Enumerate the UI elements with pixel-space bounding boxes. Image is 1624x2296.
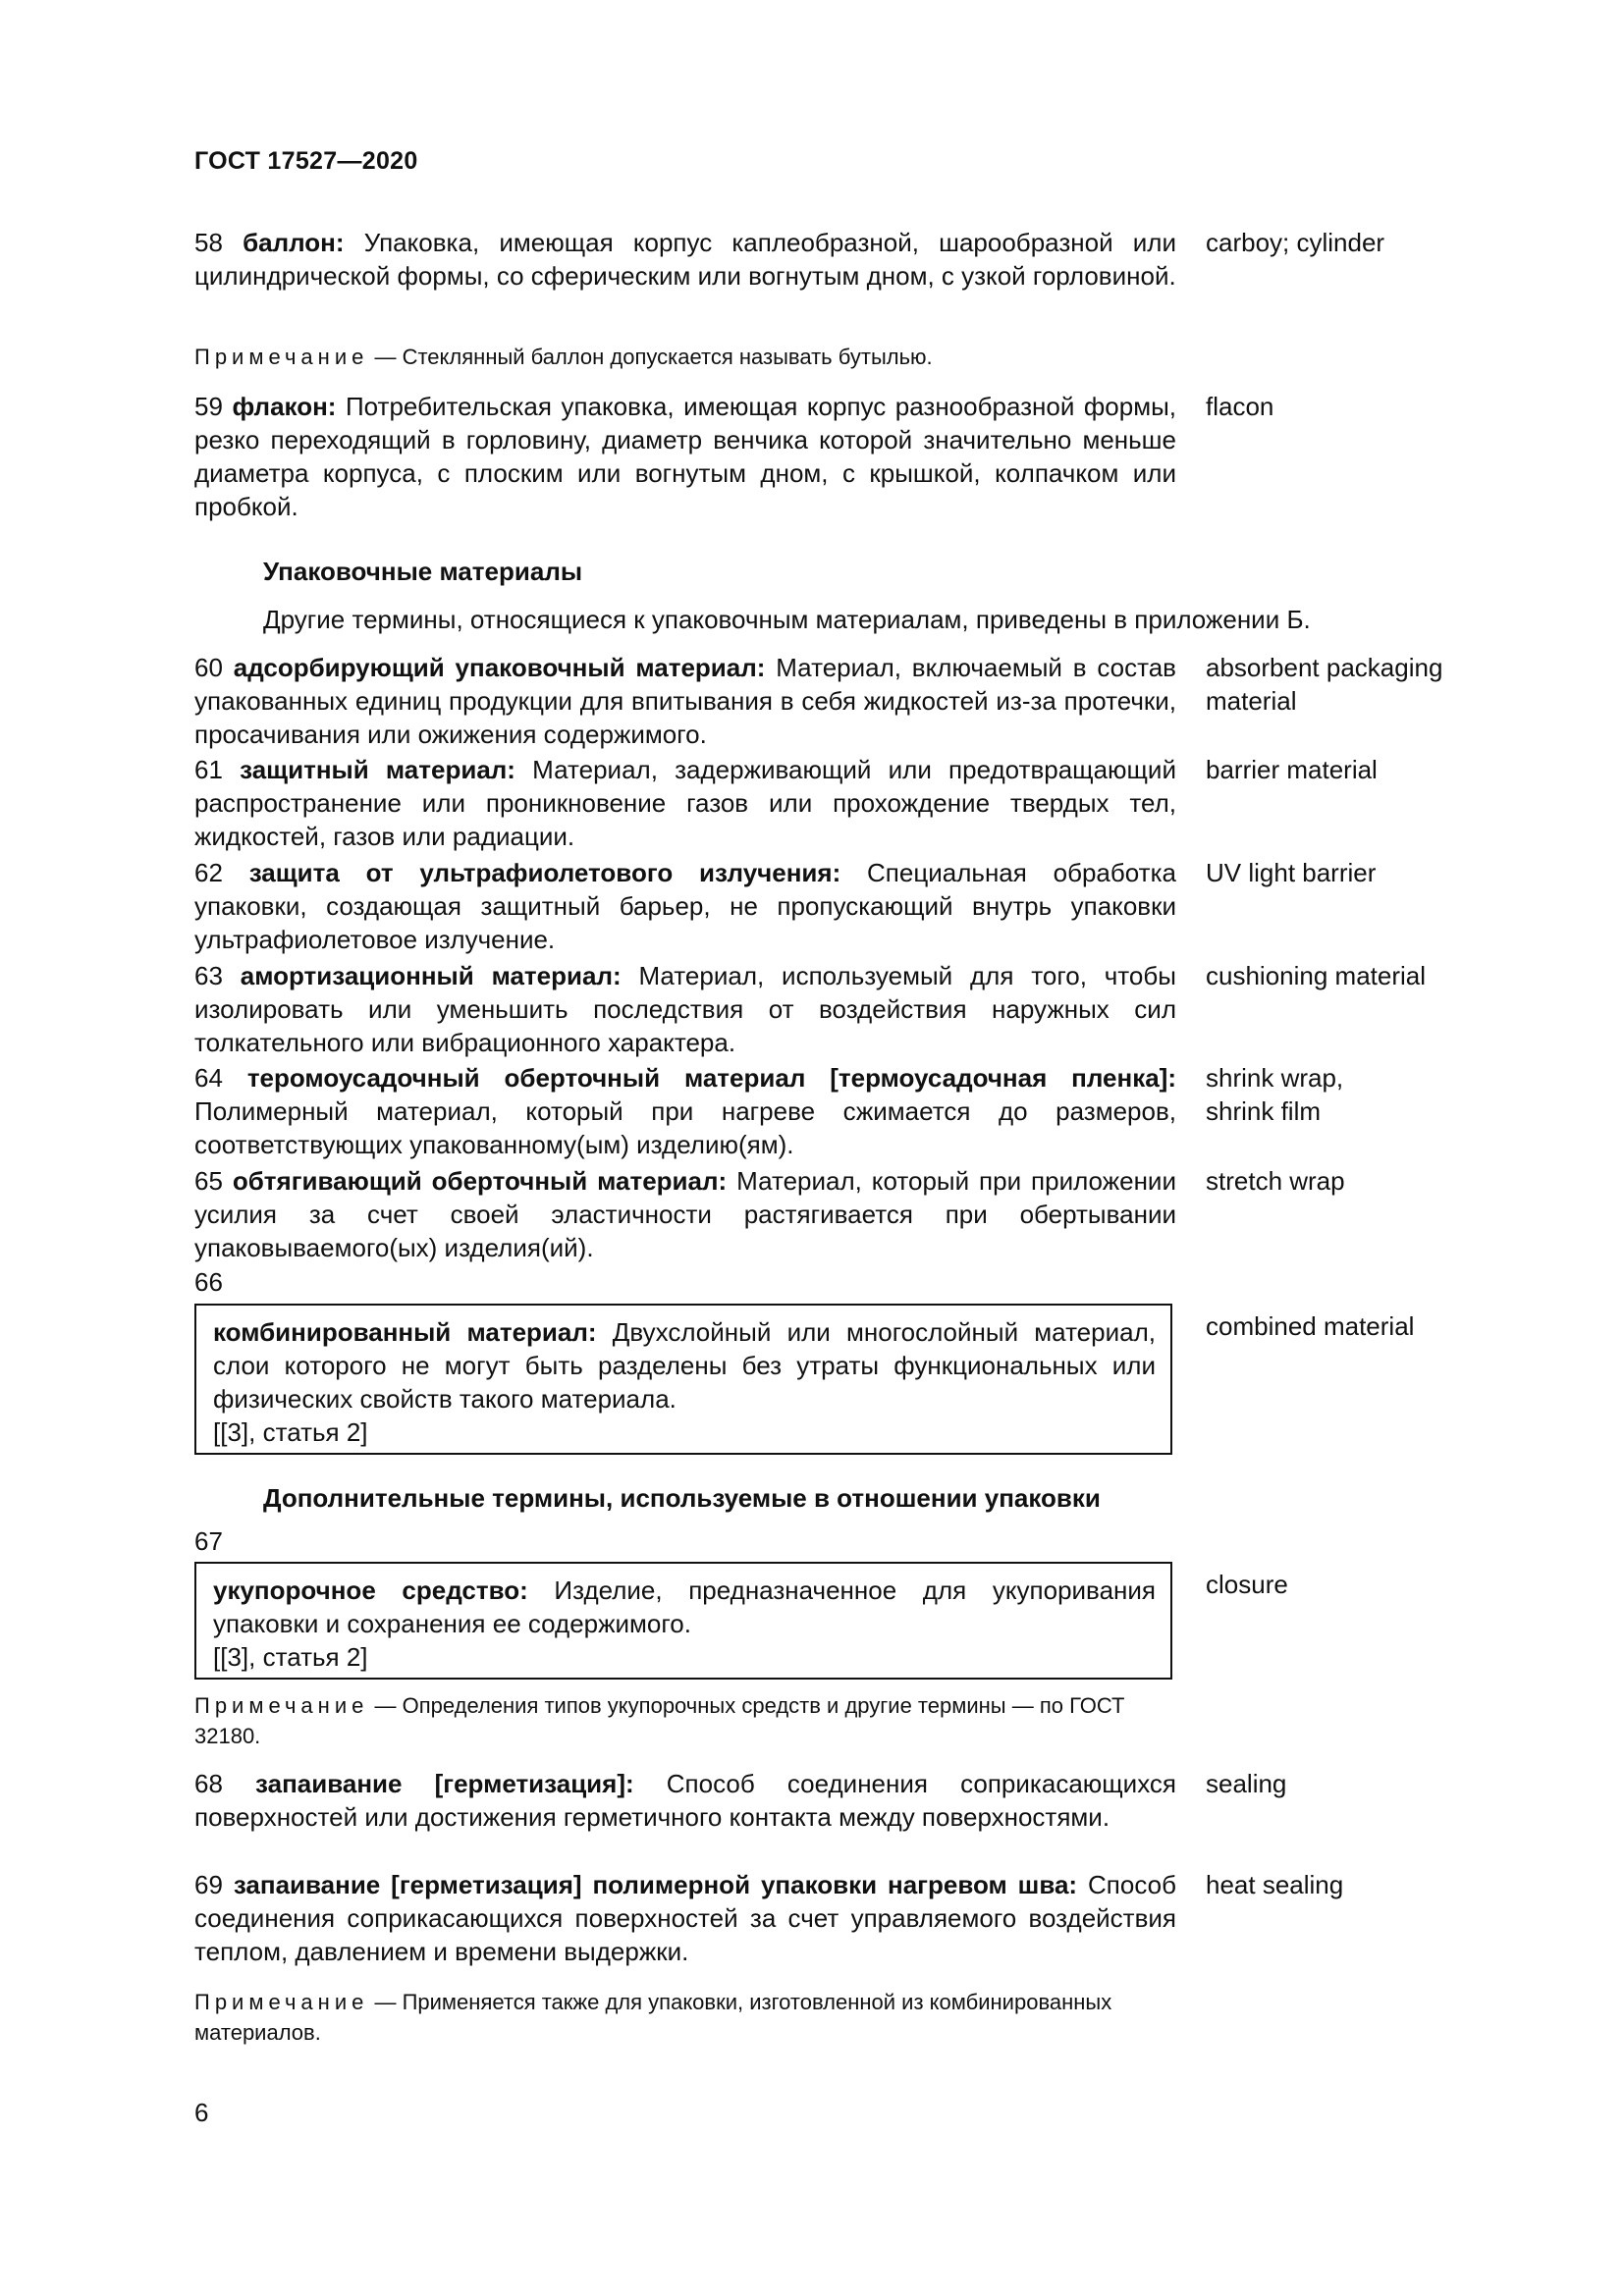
term-name: адсорбирующий упаковочный материал: <box>233 653 766 682</box>
term-number: 69 <box>194 1870 223 1899</box>
term-number: 65 <box>194 1166 223 1196</box>
note-dash: — <box>374 345 397 369</box>
term-number: 61 <box>194 755 223 784</box>
note-dash: — <box>374 1693 397 1718</box>
term-name: укупорочное средство: <box>213 1575 528 1605</box>
term-number: 68 <box>194 1769 223 1798</box>
term-entry-60 <box>194 651 1176 751</box>
term-definition: Материал, задерживающий или предотвращающий распространение или проникновение газов или прохождение твердых тел, жидкостей, газов или радиации. <box>194 755 1176 851</box>
page-number: 6 <box>194 2098 209 2127</box>
term-name: флакон: <box>232 392 337 421</box>
term-entry-59 <box>194 390 1176 523</box>
note-label: Примечание <box>194 1693 369 1718</box>
note-69 <box>194 1987 1176 2048</box>
term-entry-65 <box>194 1164 1176 1264</box>
term-definition: Материал, который при приложении усилия за счет своей эластичности растягивается при обертывании упаковываемого(ых) изделия(ий). <box>194 1166 1176 1262</box>
term-definition: Способ соединения соприкасающихся поверхностей или достижения герметичного контакта между поверхностями. <box>194 1769 1176 1832</box>
term-number: 60 <box>194 653 223 682</box>
term-english-66: combined material <box>1206 1311 1415 1341</box>
section-intro-materials: Другие термины, относящиеся к упаковочным материалам, приведены в приложении Б. <box>263 605 1311 634</box>
term-english-58: carboy; cylinder <box>1206 228 1385 257</box>
document-header: ГОСТ 17527—2020 <box>194 147 418 175</box>
term-english-67: closure <box>1206 1570 1288 1599</box>
term-definition: Упаковка, имеющая корпус каплеобразной, шарообразной или цилиндрической формы, со сферическим или вогнутым дном, с узкой горловиной. <box>194 228 1176 291</box>
term-english-63: cushioning material <box>1206 961 1427 990</box>
term-number-66: 66 <box>194 1267 223 1297</box>
term-reference: [[3], статья 2] <box>213 1642 368 1672</box>
term-number: 63 <box>194 961 223 990</box>
term-english-62: UV light barrier <box>1206 858 1377 887</box>
term-english-69: heat sealing <box>1206 1870 1344 1899</box>
term-entry-63 <box>194 959 1176 1059</box>
note-label: Примечание <box>194 1990 369 2014</box>
term-english-64-line1: shrink wrap, <box>1206 1063 1344 1093</box>
term-definition: Изделие, предназначенное для укупоривания упаковки и сохранения ее содержимого. <box>213 1575 1156 1638</box>
term-name: запаивание [герметизация]: <box>255 1769 634 1798</box>
term-entry-61 <box>194 753 1176 853</box>
term-entry-68 <box>194 1767 1176 1834</box>
section-title-additional: Дополнительные термины, используемые в отношении упаковки <box>263 1483 1101 1513</box>
section-title-materials: Упаковочные материалы <box>263 557 583 586</box>
note-dash: — <box>374 1990 397 2014</box>
term-name: защита от ультрафиолетового излучения: <box>248 858 841 887</box>
term-english-59: flacon <box>1206 392 1274 421</box>
term-box-66 <box>194 1304 1172 1455</box>
term-definition: Полимерный материал, который при нагреве сжимается до размеров, соответствующих упакованному(ым) изделию(ям). <box>194 1096 1176 1159</box>
term-english-61: barrier material <box>1206 755 1378 784</box>
term-name: запаивание [герметизация] полимерной упаковки нагревом шва: <box>233 1870 1078 1899</box>
term-name: обтягивающий оберточный материал: <box>232 1166 728 1196</box>
term-definition: Материал, используемый для того, чтобы изолировать или уменьшить последствия от воздействия наружных сил толкательного или вибрационного характера. <box>194 961 1176 1057</box>
term-number: 58 <box>194 228 223 257</box>
term-entry-62 <box>194 856 1176 956</box>
term-number: 59 <box>194 392 223 421</box>
term-name: теромоусадочный оберточный материал [термоусадочная пленка]: <box>246 1063 1176 1093</box>
term-name: комбинированный материал: <box>213 1317 597 1347</box>
term-box-67 <box>194 1562 1172 1680</box>
term-english-64-line2: shrink film <box>1206 1096 1322 1126</box>
term-entry-58 <box>194 226 1176 293</box>
term-definition: Двухслойный или многослойный материал, слои которого не могут быть разделены без утраты функциональных или физических свойств такого материала. <box>213 1317 1156 1414</box>
term-entry-64 <box>194 1061 1176 1161</box>
term-english-65: stretch wrap <box>1206 1166 1345 1196</box>
term-reference: [[3], статья 2] <box>213 1417 368 1447</box>
term-name: защитный материал: <box>240 755 515 784</box>
note-58 <box>194 342 1176 372</box>
term-name: баллон: <box>243 228 345 257</box>
term-definition: Способ соединения соприкасающихся поверхностей за счет управляемого воздействия теплом, давлением и времени выдержки. <box>194 1870 1176 1966</box>
term-name: амортизационный материал: <box>240 961 622 990</box>
term-english-60: absorbent packaging material <box>1206 653 1443 716</box>
note-67 <box>194 1690 1176 1751</box>
term-definition: Потребительская упаковка, имеющая корпус разнообразной формы, резко переходящий в горловину, диаметр венчика которой значительно меньше диаметра корпуса, с плоским или вогнутым дном, с крышкой, колпачком или пробкой. <box>194 392 1176 521</box>
term-english-64 <box>1206 1061 1618 1128</box>
term-number-67: 67 <box>194 1526 223 1556</box>
term-entry-69 <box>194 1868 1176 1968</box>
term-number: 62 <box>194 858 223 887</box>
term-definition: Материал, включаемый в состав упакованных единиц продукции для впитывания в себя жидкостей из-за протечки, просачивания или ожижения содержимого. <box>194 653 1176 749</box>
note-text: Применяется также для упаковки, изготовленной из комбинированных материалов. <box>194 1990 1112 2045</box>
term-english-68: sealing <box>1206 1769 1287 1798</box>
note-text: Стеклянный баллон допускается называть бутылью. <box>402 345 933 369</box>
term-number: 64 <box>194 1063 223 1093</box>
note-text: Определения типов укупорочных средств и другие термины — по ГОСТ 32180. <box>194 1693 1125 1748</box>
term-definition: Специальная обработка упаковки, создающая защитный барьер, не пропускающий внутрь упаковки ультрафиолетовое излучение. <box>194 858 1176 954</box>
note-label: Примечание <box>194 345 369 369</box>
